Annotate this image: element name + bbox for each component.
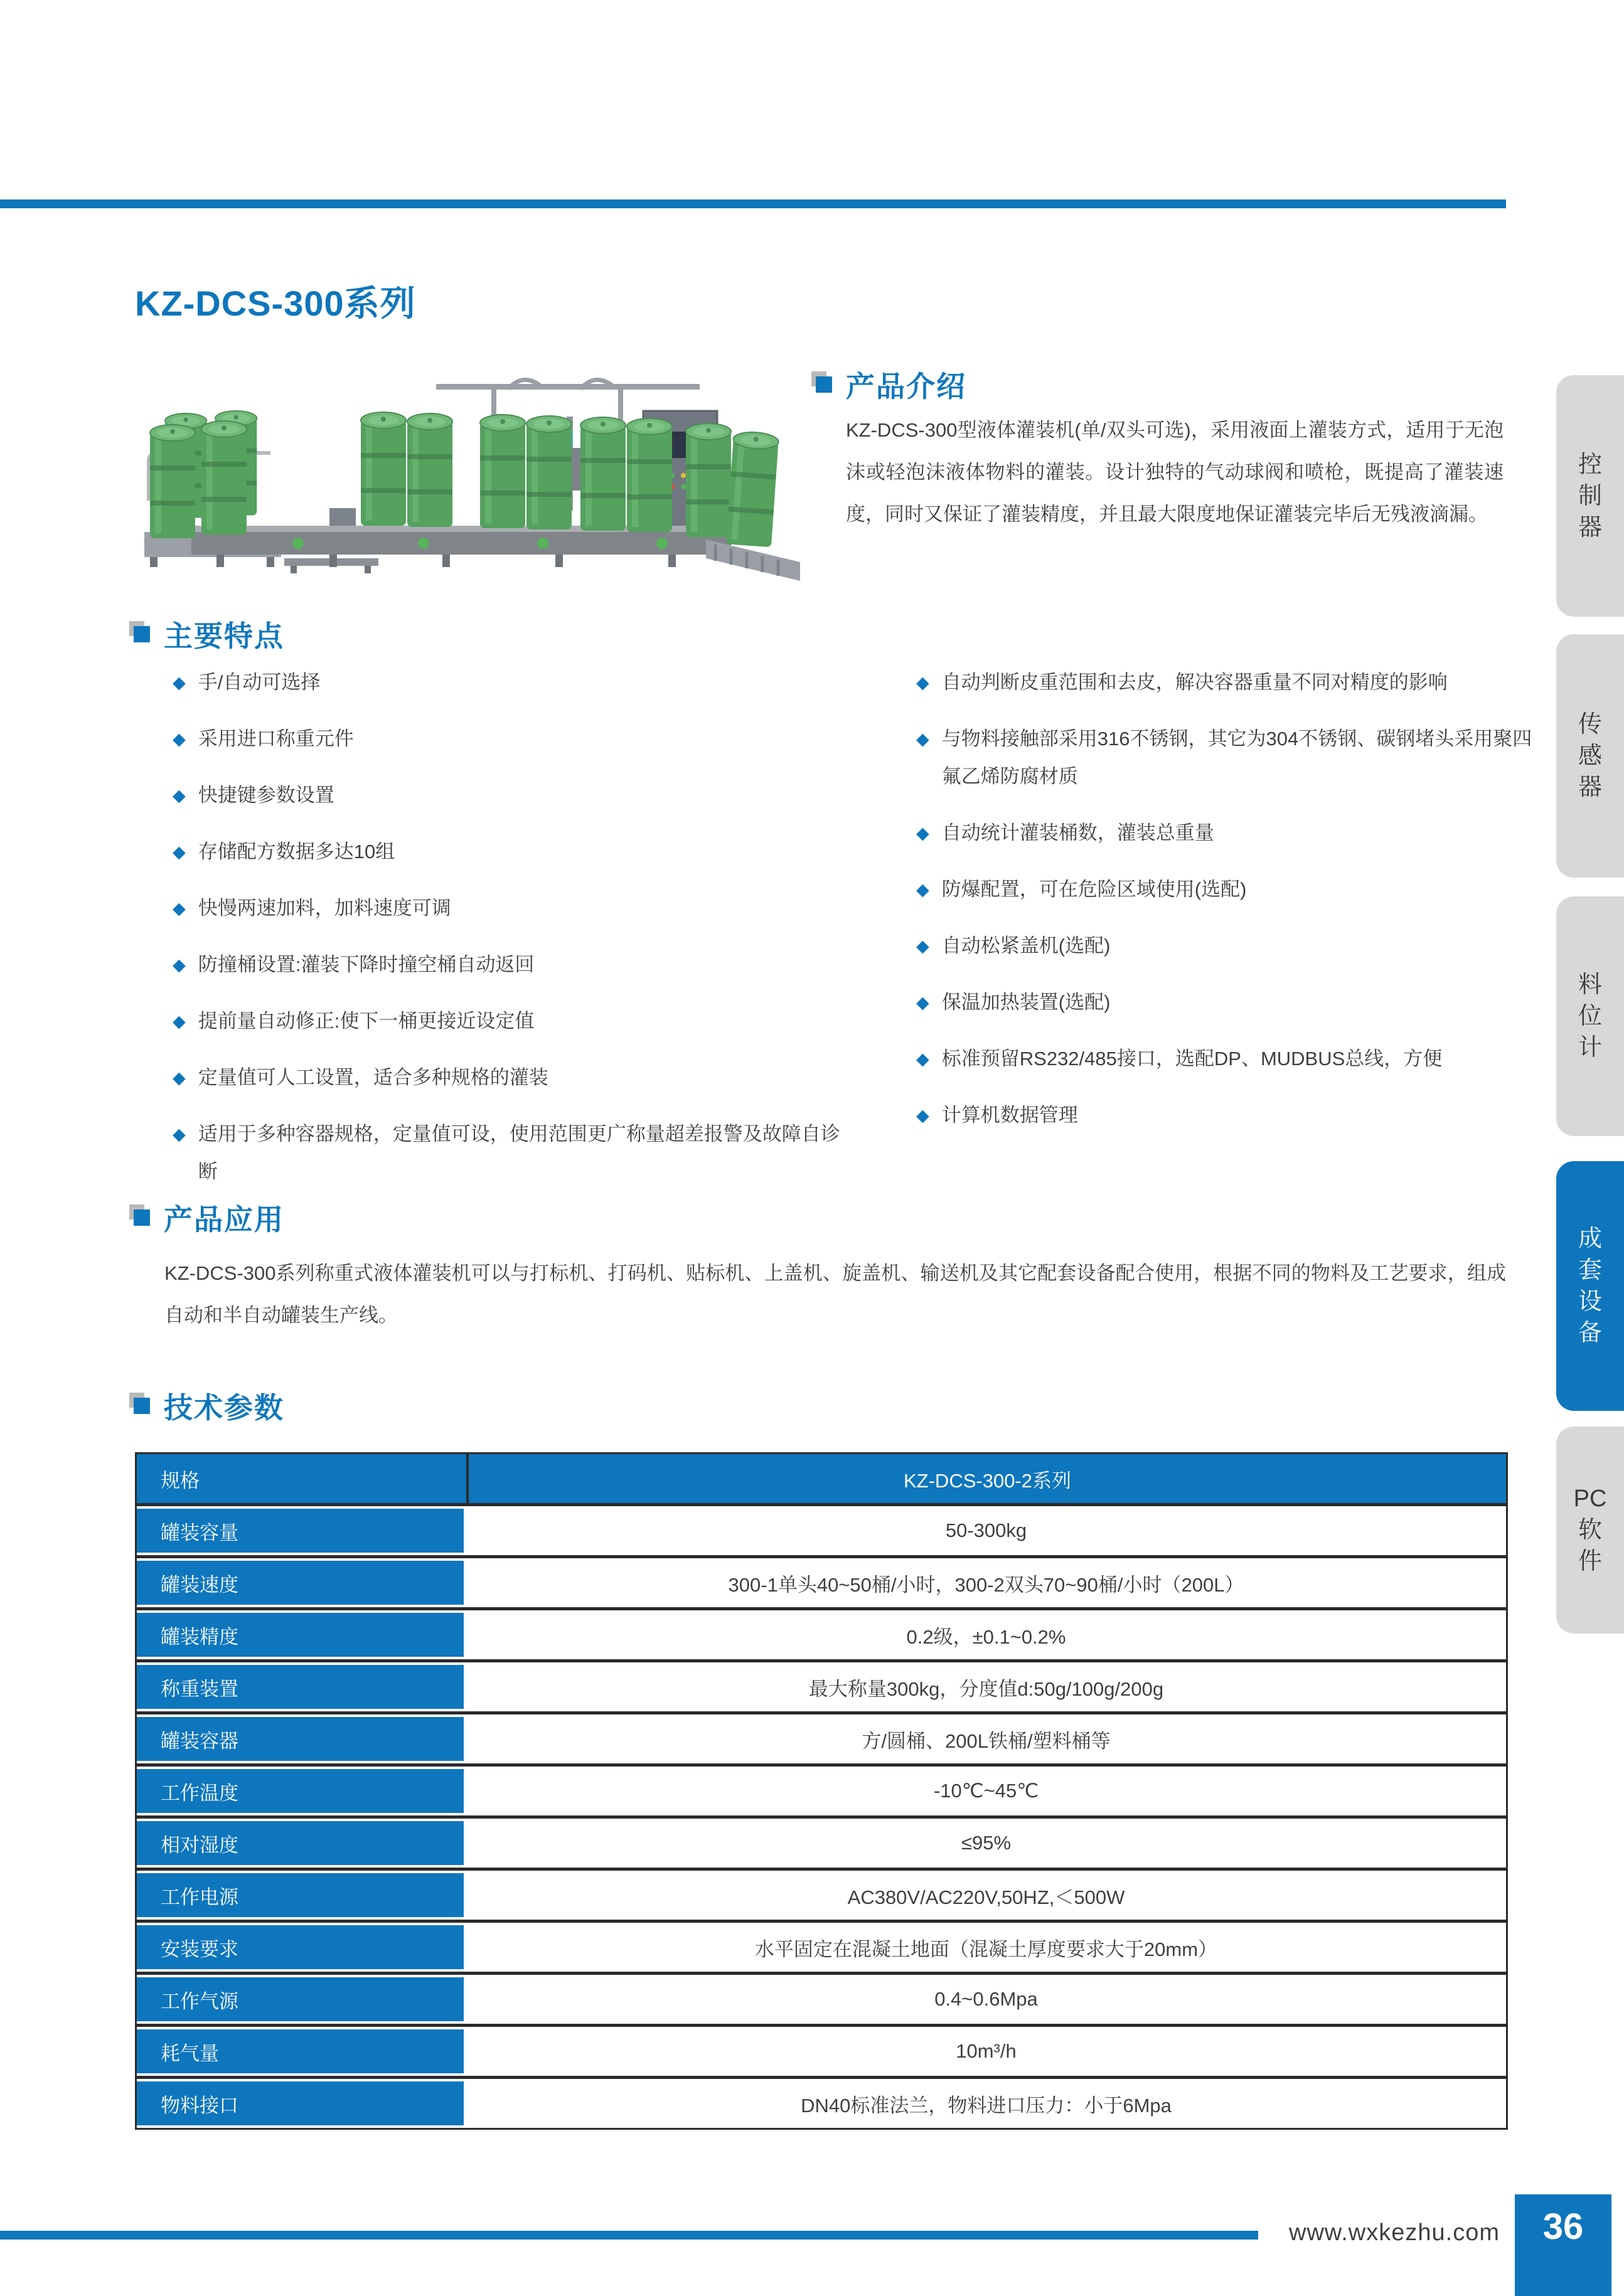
- feature-text: 标准预留RS232/485接口，选配DP、MUDBUS总线，方便: [941, 1048, 1443, 1070]
- tab-label-line: 器: [1578, 774, 1602, 800]
- specs-row: [137, 1714, 1506, 1767]
- feature-item: [916, 1040, 1534, 1078]
- spec-value: 方/圆桶、200L铁桶/塑料桶等: [466, 1714, 1506, 1763]
- diamond-bullet-icon: ◆: [173, 1012, 186, 1031]
- feature-text: 手/自动可选择: [198, 671, 321, 693]
- feature-item: [173, 946, 857, 984]
- specs-row: [137, 1819, 1506, 1871]
- feature-item: [173, 720, 857, 758]
- section-heading-application: [134, 1197, 284, 1238]
- section-marker-icon: [134, 626, 150, 642]
- specs-row: [137, 2027, 1506, 2079]
- specs-row: [137, 1975, 1506, 2027]
- spec-value: 0.4~0.6Mpa: [466, 1975, 1506, 2024]
- feature-text: 保温加热装置(选配): [941, 991, 1111, 1013]
- diamond-bullet-icon: ◆: [916, 880, 929, 899]
- diamond-bullet-icon: ◆: [173, 673, 186, 692]
- feature-text: 防撞桶设置:灌装下降时撞空桶自动返回: [198, 954, 535, 975]
- feature-item: [173, 1059, 857, 1097]
- feature-item: [916, 1097, 1534, 1134]
- tab-label-line: 器: [1578, 514, 1602, 541]
- feature-text: 适用于多种容器规格，定量值可设，使用范围更广称量超差报警及故障自诊断: [198, 1123, 840, 1183]
- tab-label-line: 位: [1578, 1003, 1602, 1029]
- tab-label-line: PC: [1573, 1485, 1607, 1512]
- spec-value: DN40标准法兰，物料进口压力：小于6Mpa: [466, 2079, 1506, 2128]
- spec-label: 罐装速度: [137, 1558, 466, 1607]
- specs-table: [135, 1452, 1508, 2130]
- sidebar-tab-pc-software[interactable]: [1556, 1427, 1624, 1634]
- section-heading-intro: [816, 364, 966, 405]
- footer-accent-line: [0, 2231, 1258, 2240]
- tab-label-line: 感: [1578, 743, 1602, 769]
- section-title: 产品介绍: [846, 370, 966, 403]
- feature-text: 提前量自动修正:使下一桶更接近设定值: [198, 1010, 535, 1032]
- diamond-bullet-icon: ◆: [173, 786, 186, 805]
- spec-value: -10℃~45℃: [466, 1767, 1506, 1815]
- spec-label: 工作气源: [137, 1975, 466, 2024]
- feature-text: 防爆配置，可在危险区域使用(选配): [941, 878, 1247, 900]
- spec-label: 罐装容量: [137, 1506, 466, 1555]
- tab-label-line: 控: [1578, 451, 1602, 478]
- section-title: 技术参数: [164, 1391, 284, 1424]
- spec-label: 物料接口: [137, 2079, 466, 2128]
- section-title: 主要特点: [164, 620, 284, 652]
- feature-item: [173, 1115, 857, 1191]
- diamond-bullet-icon: ◆: [916, 937, 929, 955]
- feature-item: [173, 1002, 857, 1040]
- tab-label-line: 成: [1578, 1226, 1602, 1252]
- feature-text: 快捷键参数设置: [198, 784, 334, 806]
- specs-row: [137, 2079, 1506, 2128]
- spec-label: 罐装精度: [137, 1610, 466, 1659]
- feature-text: 自动松紧盖机(选配): [941, 935, 1111, 957]
- specs-row: [137, 1767, 1506, 1819]
- intro-paragraph: KZ-DCS-300型液体灌装机(单/双头可选)，采用液面上灌装方式，适用于无泡沫或轻泡沫液体物料的灌装。设计独特的气动球阀和喷枪，既提高了灌装速度，同时又保证了灌装精度，并且最大限度地保证灌装完毕后无残液滴漏。: [846, 419, 1504, 525]
- feature-text: 自动统计灌装桶数，灌装总重量: [941, 822, 1214, 844]
- tab-label-line: 计: [1578, 1034, 1602, 1061]
- tab-label-line: 制: [1578, 482, 1602, 509]
- feature-text: 快慢两速加料，加料速度可调: [198, 897, 451, 919]
- feature-item: [916, 814, 1534, 852]
- spec-value: 300-1单头40~50桶/小时，300-2双头70~90桶/小时（200L）: [466, 1558, 1506, 1607]
- specs-row: [137, 1662, 1506, 1714]
- spec-label: 工作电源: [137, 1871, 466, 1920]
- diamond-bullet-icon: ◆: [916, 673, 929, 692]
- feature-text: 采用进口称重元件: [198, 728, 354, 750]
- feature-item: [173, 777, 857, 814]
- spec-value: KZ-DCS-300-2系列: [466, 1454, 1506, 1503]
- section-title: 产品应用: [164, 1203, 284, 1236]
- feature-item: [916, 984, 1534, 1021]
- sidebar-tabs: [1556, 0, 1624, 2296]
- spec-value: 最大称量300kg，分度值d:50g/100g/200g: [466, 1662, 1506, 1711]
- diamond-bullet-icon: ◆: [173, 730, 186, 748]
- feature-text: 与物料接触部采用316不锈钢，其它为304不锈钢、碳钢堵头采用聚四氟乙烯防腐材质: [941, 728, 1532, 787]
- spec-label: 安装要求: [137, 1923, 466, 1972]
- tab-label-line: 备: [1578, 1320, 1602, 1346]
- section-marker-icon: [816, 376, 832, 393]
- diamond-bullet-icon: ◆: [916, 1106, 929, 1125]
- diamond-bullet-icon: ◆: [173, 1068, 186, 1087]
- sidebar-tab-complete-equipment[interactable]: [1556, 1161, 1624, 1411]
- section-heading-specs: [134, 1385, 284, 1427]
- diamond-bullet-icon: ◆: [916, 1050, 929, 1068]
- diamond-bullet-icon: ◆: [916, 993, 929, 1012]
- tab-label-line: 料: [1578, 972, 1602, 998]
- spec-value: ≤95%: [466, 1819, 1506, 1868]
- feature-item: [916, 664, 1534, 701]
- tab-label-line: 设: [1578, 1289, 1602, 1315]
- spec-value: 10m³/h: [466, 2027, 1506, 2076]
- feature-text: 定量值可人工设置，适合多种规格的灌装: [198, 1066, 548, 1088]
- section-marker-icon: [134, 1398, 150, 1414]
- spec-value: 50-300kg: [466, 1506, 1506, 1555]
- feature-item: [916, 871, 1534, 908]
- section-heading-features: [134, 614, 284, 655]
- diamond-bullet-icon: ◆: [916, 824, 929, 842]
- page-title: KZ-DCS-300系列: [135, 284, 416, 323]
- spec-label: 工作温度: [137, 1767, 466, 1815]
- filling-line-illustration: [141, 351, 806, 590]
- product-image: [141, 351, 806, 590]
- tab-label-line: 套: [1578, 1257, 1602, 1284]
- tab-label-line: 软: [1578, 1517, 1602, 1543]
- features-list-right: [916, 664, 1534, 1153]
- spec-value: 0.2级，±0.1~0.2%: [466, 1610, 1506, 1659]
- diamond-bullet-icon: ◆: [916, 730, 929, 748]
- specs-row: [137, 1610, 1506, 1662]
- tab-label-line: 件: [1578, 1548, 1602, 1575]
- spec-label: 规格: [137, 1454, 466, 1503]
- diamond-bullet-icon: ◆: [173, 1125, 186, 1144]
- spec-value: 水平固定在混凝土地面（混凝土厚度要求大于20mm）: [466, 1923, 1506, 1972]
- sidebar-tab-controller[interactable]: [1556, 375, 1624, 617]
- spec-label: 罐装容器: [137, 1714, 466, 1763]
- diamond-bullet-icon: ◆: [173, 955, 186, 974]
- feature-item: [173, 833, 857, 871]
- application-paragraph: KZ-DCS-300系列称重式液体灌装机可以与打标机、打码机、贴标机、上盖机、旋盖机、输送机及其它配套设备配合使用，根据不同的物料及工艺要求，组成自动和半自动罐装生产线。: [164, 1262, 1506, 1326]
- specs-row: [137, 1506, 1506, 1558]
- page-number-badge: 36: [1515, 2194, 1611, 2296]
- feature-text: 存储配方数据多达10组: [198, 841, 395, 863]
- features-list-left: [173, 664, 857, 1209]
- feature-item: [916, 720, 1534, 795]
- specs-header-row: [137, 1454, 1506, 1506]
- specs-row: [137, 1558, 1506, 1610]
- spec-label: 耗气量: [137, 2027, 466, 2076]
- feature-text: 自动判断皮重范围和去皮，解决容器重量不同对精度的影响: [941, 671, 1448, 693]
- specs-row: [137, 1923, 1506, 1975]
- feature-text: 计算机数据管理: [941, 1104, 1078, 1126]
- spec-value: AC380V/AC220V,50HZ,＜500W: [466, 1871, 1506, 1920]
- diamond-bullet-icon: ◆: [173, 899, 186, 918]
- sidebar-tab-level-meter[interactable]: [1556, 896, 1624, 1136]
- sidebar-tab-sensor[interactable]: [1556, 634, 1624, 878]
- spec-label: 相对湿度: [137, 1819, 466, 1868]
- section-marker-icon: [134, 1209, 150, 1226]
- footer-website: www.wxkezhu.com: [1289, 2219, 1500, 2246]
- specs-row: [137, 1871, 1506, 1923]
- feature-item: [173, 664, 857, 701]
- top-accent-bar: [0, 199, 1506, 208]
- feature-item: [916, 927, 1534, 965]
- feature-item: [173, 890, 857, 927]
- diamond-bullet-icon: ◆: [173, 842, 186, 861]
- spec-label: 称重装置: [137, 1662, 466, 1711]
- tab-label-line: 传: [1578, 711, 1602, 738]
